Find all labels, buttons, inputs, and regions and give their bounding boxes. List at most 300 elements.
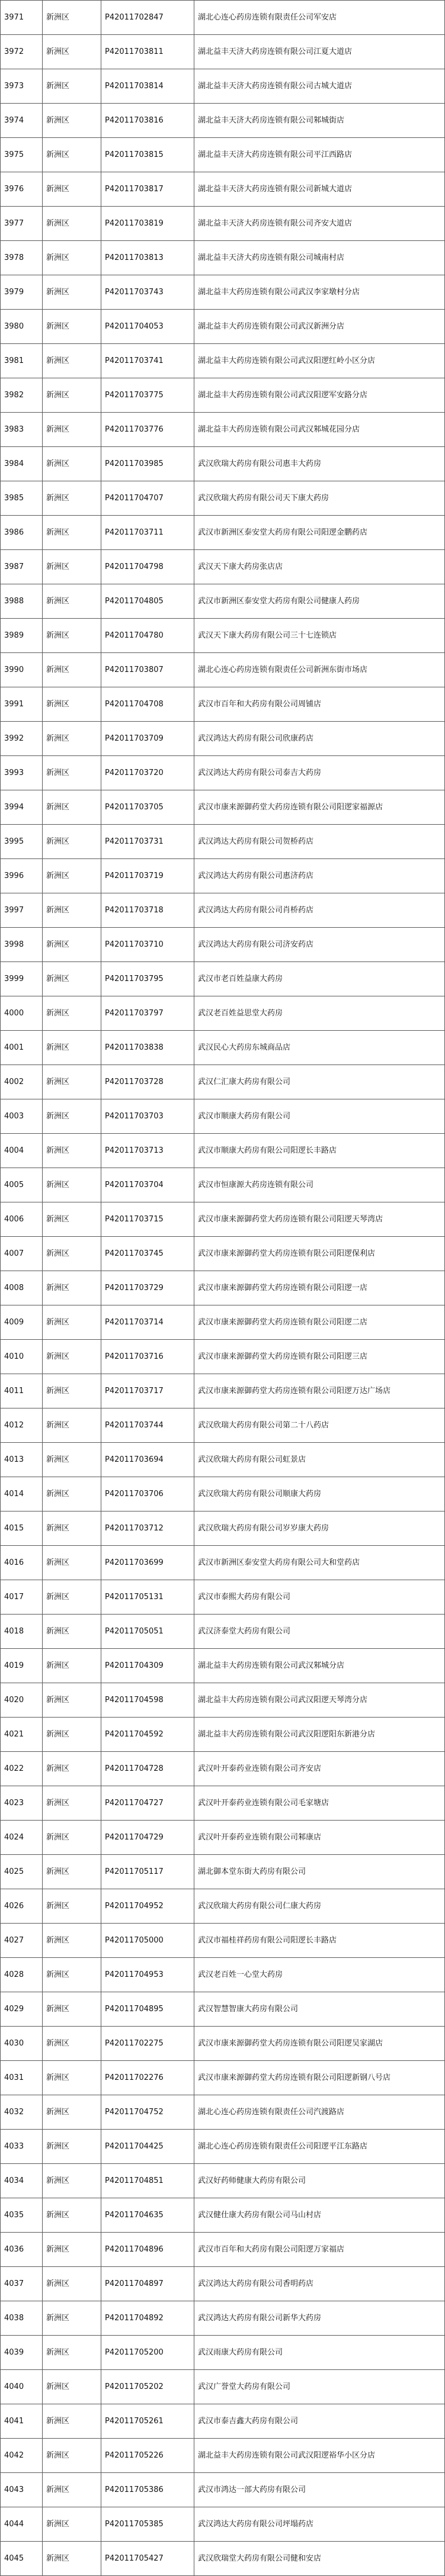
row-number: 3983 xyxy=(1,413,43,447)
row-number: 3986 xyxy=(1,516,43,550)
pharmacy-name-cell: 武汉欣瑞大药房有限公司虹景店 xyxy=(194,1443,445,1477)
row-number: 4005 xyxy=(1,1168,43,1202)
table-row xyxy=(1,2267,445,2301)
row-number: 3981 xyxy=(1,344,43,378)
district-cell: 新洲区 xyxy=(43,1202,101,1237)
license-id-cell: P42011703706 xyxy=(101,1477,194,1511)
district-cell: 新洲区 xyxy=(43,1031,101,1065)
district-cell: 新洲区 xyxy=(43,1821,101,1855)
table-row xyxy=(1,481,445,516)
pharmacy-name-cell: 武汉欣瑞大药房有限公司岁岁康大药房 xyxy=(194,1511,445,1546)
pharmacy-name-cell: 武汉市泰吉鑫大药房有限公司 xyxy=(194,2404,445,2439)
row-number: 4004 xyxy=(1,1134,43,1168)
pharmacy-name-cell: 武汉市新洲区泰安堂大药房有限公司阳逻金鹏药店 xyxy=(194,516,445,550)
pharmacy-name-cell: 武汉欣瑞大药房有限公司顺康大药房 xyxy=(194,1477,445,1511)
pharmacy-name-cell: 武汉鸿达大药房有限公司济安药店 xyxy=(194,928,445,962)
row-number: 4045 xyxy=(1,2542,43,2576)
registry-table-body xyxy=(1,1,445,2576)
row-number: 4017 xyxy=(1,1580,43,1615)
pharmacy-name-cell: 武汉欣瑞大药房有限公司惠丰大药房 xyxy=(194,447,445,481)
row-number: 4020 xyxy=(1,1683,43,1718)
pharmacy-name-cell: 武汉广誉堂大药房有限公司 xyxy=(194,2370,445,2404)
license-id-cell: P42011704635 xyxy=(101,2198,194,2233)
license-id-cell: P42011703776 xyxy=(101,413,194,447)
table-row xyxy=(1,104,445,138)
table-row xyxy=(1,1683,445,1718)
district-cell: 新洲区 xyxy=(43,2370,101,2404)
district-cell: 新洲区 xyxy=(43,996,101,1031)
license-id-cell: P42011703795 xyxy=(101,962,194,996)
district-cell: 新洲区 xyxy=(43,2507,101,2542)
table-row xyxy=(1,893,445,928)
table-row xyxy=(1,1340,445,1374)
district-cell: 新洲区 xyxy=(43,1683,101,1718)
district-cell: 新洲区 xyxy=(43,138,101,172)
license-id-cell: P42011703710 xyxy=(101,928,194,962)
license-id-cell: P42011704708 xyxy=(101,687,194,722)
row-number: 3974 xyxy=(1,104,43,138)
license-id-cell: P42011704805 xyxy=(101,584,194,619)
district-cell: 新洲区 xyxy=(43,1546,101,1580)
row-number: 4014 xyxy=(1,1477,43,1511)
district-cell: 新洲区 xyxy=(43,1752,101,1786)
table-row xyxy=(1,1786,445,1821)
table-row xyxy=(1,2233,445,2267)
district-cell: 新洲区 xyxy=(43,413,101,447)
row-number: 3982 xyxy=(1,378,43,413)
district-cell: 新洲区 xyxy=(43,1580,101,1615)
license-id-cell: P42011703711 xyxy=(101,516,194,550)
pharmacy-name-cell: 武汉市康来源御药堂大药房连锁有限公司阳逻一店 xyxy=(194,1271,445,1305)
table-row xyxy=(1,756,445,790)
row-number: 4010 xyxy=(1,1340,43,1374)
table-row xyxy=(1,1134,445,1168)
table-row xyxy=(1,550,445,584)
pharmacy-name-cell: 湖北益丰天济大药房连锁有限公司齐安大道店 xyxy=(194,207,445,241)
row-number: 4039 xyxy=(1,2336,43,2370)
license-id-cell: P42011704707 xyxy=(101,481,194,516)
row-number: 3992 xyxy=(1,722,43,756)
table-row xyxy=(1,1,445,35)
row-number: 4016 xyxy=(1,1546,43,1580)
pharmacy-name-cell: 武汉民心大药房东城商品店 xyxy=(194,1031,445,1065)
district-cell: 新洲区 xyxy=(43,1099,101,1134)
license-id-cell: P42011703709 xyxy=(101,722,194,756)
district-cell: 新洲区 xyxy=(43,859,101,893)
district-cell: 新洲区 xyxy=(43,1958,101,1992)
row-number: 4029 xyxy=(1,1992,43,2027)
table-row xyxy=(1,138,445,172)
license-id-cell: P42011703703 xyxy=(101,1099,194,1134)
table-row xyxy=(1,790,445,825)
table-row xyxy=(1,1580,445,1615)
district-cell: 新洲区 xyxy=(43,1134,101,1168)
district-cell: 新洲区 xyxy=(43,2061,101,2095)
pharmacy-name-cell: 武汉市顺康大药房有限公司 xyxy=(194,1099,445,1134)
table-row xyxy=(1,1443,445,1477)
row-number: 3978 xyxy=(1,241,43,275)
table-row xyxy=(1,2336,445,2370)
row-number: 4021 xyxy=(1,1718,43,1752)
row-number: 3989 xyxy=(1,619,43,653)
row-number: 4036 xyxy=(1,2233,43,2267)
table-row xyxy=(1,859,445,893)
license-id-cell: P42011703797 xyxy=(101,996,194,1031)
table-row xyxy=(1,2507,445,2542)
district-cell: 新洲区 xyxy=(43,104,101,138)
license-id-cell: P42011705226 xyxy=(101,2439,194,2473)
table-row xyxy=(1,2370,445,2404)
table-row xyxy=(1,275,445,310)
pharmacy-name-cell: 武汉市顺康大药房有限公司阳逻长丰路店 xyxy=(194,1134,445,1168)
row-number: 4031 xyxy=(1,2061,43,2095)
table-row xyxy=(1,2061,445,2095)
row-number: 4013 xyxy=(1,1443,43,1477)
table-row xyxy=(1,722,445,756)
pharmacy-name-cell: 武汉市百年和大药房有限公司阳逻万家福店 xyxy=(194,2233,445,2267)
district-cell: 新洲区 xyxy=(43,619,101,653)
license-id-cell: P42011703813 xyxy=(101,241,194,275)
table-row xyxy=(1,1511,445,1546)
district-cell: 新洲区 xyxy=(43,2198,101,2233)
license-id-cell: P42011705000 xyxy=(101,1924,194,1958)
table-row xyxy=(1,1958,445,1992)
row-number: 3976 xyxy=(1,172,43,207)
row-number: 3975 xyxy=(1,138,43,172)
table-row xyxy=(1,2473,445,2507)
row-number: 4019 xyxy=(1,1649,43,1683)
district-cell: 新洲区 xyxy=(43,344,101,378)
table-row xyxy=(1,996,445,1031)
license-id-cell: P42011704892 xyxy=(101,2301,194,2336)
table-row xyxy=(1,1821,445,1855)
pharmacy-name-cell: 武汉鸿达大药房有限公司欣康药店 xyxy=(194,722,445,756)
table-row xyxy=(1,2027,445,2061)
pharmacy-name-cell: 武汉市恒康源大药房连锁有限公司 xyxy=(194,1168,445,1202)
district-cell: 新洲区 xyxy=(43,2164,101,2198)
pharmacy-name-cell: 武汉天下康大药房张店店 xyxy=(194,550,445,584)
row-number: 4012 xyxy=(1,1408,43,1443)
license-id-cell: P42011703718 xyxy=(101,893,194,928)
row-number: 4001 xyxy=(1,1031,43,1065)
district-cell: 新洲区 xyxy=(43,1168,101,1202)
table-row xyxy=(1,207,445,241)
pharmacy-name-cell: 湖北御本堂东街大药房有限公司 xyxy=(194,1855,445,1889)
pharmacy-name-cell: 武汉鸿达大药房有限公司泰吉大药房 xyxy=(194,756,445,790)
pharmacy-name-cell: 武汉欣瑞大药房有限公司天下康大药房 xyxy=(194,481,445,516)
license-id-cell: P42011703838 xyxy=(101,1031,194,1065)
district-cell: 新洲区 xyxy=(43,378,101,413)
pharmacy-name-cell: 湖北益丰大药房连锁有限公司武汉邾城分店 xyxy=(194,1649,445,1683)
row-number: 3993 xyxy=(1,756,43,790)
table-row xyxy=(1,447,445,481)
pharmacy-name-cell: 武汉欣瑞大药房有限公司仁康大药房 xyxy=(194,1889,445,1924)
row-number: 3987 xyxy=(1,550,43,584)
district-cell: 新洲区 xyxy=(43,275,101,310)
row-number: 4040 xyxy=(1,2370,43,2404)
license-id-cell: P42011705386 xyxy=(101,2473,194,2507)
license-id-cell: P42011703713 xyxy=(101,1134,194,1168)
license-id-cell: P42011703741 xyxy=(101,344,194,378)
row-number: 4035 xyxy=(1,2198,43,2233)
license-id-cell: P42011703744 xyxy=(101,1408,194,1443)
row-number: 3996 xyxy=(1,859,43,893)
pharmacy-name-cell: 湖北益丰大药房连锁有限公司武汉阳逻裕华小区分店 xyxy=(194,2439,445,2473)
license-id-cell: P42011704798 xyxy=(101,550,194,584)
pharmacy-name-cell: 湖北益丰大药房连锁有限公司武汉阳逻天琴湾分店 xyxy=(194,1683,445,1718)
table-row xyxy=(1,344,445,378)
table-row xyxy=(1,1615,445,1649)
pharmacy-name-cell: 湖北益丰大药房连锁有限公司武汉李家墩村分店 xyxy=(194,275,445,310)
license-id-cell: P42011703745 xyxy=(101,1237,194,1271)
license-id-cell: P42011703811 xyxy=(101,35,194,69)
row-number: 4030 xyxy=(1,2027,43,2061)
license-id-cell: P42011705051 xyxy=(101,1615,194,1649)
table-row xyxy=(1,1649,445,1683)
row-number: 4034 xyxy=(1,2164,43,2198)
district-cell: 新洲区 xyxy=(43,722,101,756)
row-number: 4044 xyxy=(1,2507,43,2542)
license-id-cell: P42011704780 xyxy=(101,619,194,653)
pharmacy-name-cell: 武汉市泰熙大药房有限公司 xyxy=(194,1580,445,1615)
pharmacy-name-cell: 武汉鸿达大药房有限公司贺桥药店 xyxy=(194,825,445,859)
district-cell: 新洲区 xyxy=(43,1408,101,1443)
pharmacy-name-cell: 武汉市康来源御药堂大药房连锁有限公司阳逻二店 xyxy=(194,1305,445,1340)
license-id-cell: P42011704592 xyxy=(101,1718,194,1752)
table-row xyxy=(1,1202,445,1237)
table-row xyxy=(1,2439,445,2473)
pharmacy-name-cell: 武汉市老百姓益康大药房 xyxy=(194,962,445,996)
table-row xyxy=(1,1752,445,1786)
license-id-cell: P42011704728 xyxy=(101,1752,194,1786)
row-number: 4032 xyxy=(1,2095,43,2130)
row-number: 4009 xyxy=(1,1305,43,1340)
table-row xyxy=(1,687,445,722)
row-number: 3990 xyxy=(1,653,43,687)
district-cell: 新洲区 xyxy=(43,1992,101,2027)
table-row xyxy=(1,2198,445,2233)
table-row xyxy=(1,928,445,962)
district-cell: 新洲区 xyxy=(43,1855,101,1889)
district-cell: 新洲区 xyxy=(43,2027,101,2061)
license-id-cell: P42011704952 xyxy=(101,1889,194,1924)
license-id-cell: P42011705131 xyxy=(101,1580,194,1615)
license-id-cell: P42011703816 xyxy=(101,104,194,138)
license-id-cell: P42011703815 xyxy=(101,138,194,172)
table-row xyxy=(1,1924,445,1958)
table-row xyxy=(1,1408,445,1443)
district-cell: 新洲区 xyxy=(43,2542,101,2576)
pharmacy-name-cell: 武汉欣瑞大药房有限公司第二十八药店 xyxy=(194,1408,445,1443)
row-number: 3979 xyxy=(1,275,43,310)
pharmacy-name-cell: 武汉叶开泰药业连锁有限公司邾康店 xyxy=(194,1821,445,1855)
pharmacy-name-cell: 湖北益丰大药房连锁有限公司武汉阳逻军安路分店 xyxy=(194,378,445,413)
pharmacy-name-cell: 武汉市鸿达一部大药房有限公司 xyxy=(194,2473,445,2507)
district-cell: 新洲区 xyxy=(43,653,101,687)
district-cell: 新洲区 xyxy=(43,1924,101,1958)
pharmacy-name-cell: 武汉雨康大药房有限公司 xyxy=(194,2336,445,2370)
pharmacy-name-cell: 湖北益丰天济大药房连锁有限公司江夏大道店 xyxy=(194,35,445,69)
pharmacy-name-cell: 武汉市新洲区泰安堂大药房有限公司健康人药房 xyxy=(194,584,445,619)
row-number: 3997 xyxy=(1,893,43,928)
license-id-cell: P42011704897 xyxy=(101,2267,194,2301)
district-cell: 新洲区 xyxy=(43,1271,101,1305)
district-cell: 新洲区 xyxy=(43,69,101,104)
table-row xyxy=(1,69,445,104)
pharmacy-name-cell: 武汉鸿达大药房有限公司香明药店 xyxy=(194,2267,445,2301)
district-cell: 新洲区 xyxy=(43,35,101,69)
district-cell: 新洲区 xyxy=(43,893,101,928)
license-id-cell: P42011702276 xyxy=(101,2061,194,2095)
district-cell: 新洲区 xyxy=(43,1305,101,1340)
pharmacy-name-cell: 湖北益丰大药房连锁有限公司武汉邾城花园分店 xyxy=(194,413,445,447)
district-cell: 新洲区 xyxy=(43,756,101,790)
pharmacy-name-cell: 武汉市康来源御药堂大药房连锁有限公司阳逻吴家湖店 xyxy=(194,2027,445,2061)
district-cell: 新洲区 xyxy=(43,1340,101,1374)
pharmacy-name-cell: 武汉市康来源御药堂大药房连锁有限公司阳逻万达广场店 xyxy=(194,1374,445,1408)
license-id-cell: P42011704851 xyxy=(101,2164,194,2198)
table-row xyxy=(1,584,445,619)
district-cell: 新洲区 xyxy=(43,1511,101,1546)
table-row xyxy=(1,1065,445,1099)
district-cell: 新洲区 xyxy=(43,1237,101,1271)
district-cell: 新洲区 xyxy=(43,1374,101,1408)
license-id-cell: P42011704953 xyxy=(101,1958,194,1992)
pharmacy-name-cell: 湖北益丰大药房连锁有限公司武汉新洲分店 xyxy=(194,310,445,344)
license-id-cell: P42011703729 xyxy=(101,1271,194,1305)
district-cell: 新洲区 xyxy=(43,447,101,481)
table-row xyxy=(1,1855,445,1889)
pharmacy-name-cell: 武汉市新洲区泰安堂大药房有限公司大和堂药店 xyxy=(194,1546,445,1580)
license-id-cell: P42011704895 xyxy=(101,1992,194,2027)
district-cell: 新洲区 xyxy=(43,1718,101,1752)
table-row xyxy=(1,1889,445,1924)
district-cell: 新洲区 xyxy=(43,584,101,619)
license-id-cell: P42011703694 xyxy=(101,1443,194,1477)
license-id-cell: P42011703807 xyxy=(101,653,194,687)
table-row xyxy=(1,1305,445,1340)
row-number: 4003 xyxy=(1,1099,43,1134)
license-id-cell: P42011704053 xyxy=(101,310,194,344)
license-id-cell: P42011703814 xyxy=(101,69,194,104)
table-row xyxy=(1,1271,445,1305)
row-number: 4028 xyxy=(1,1958,43,1992)
license-id-cell: P42011703699 xyxy=(101,1546,194,1580)
license-id-cell: P42011704752 xyxy=(101,2095,194,2130)
license-id-cell: P42011703705 xyxy=(101,790,194,825)
district-cell: 新洲区 xyxy=(43,1443,101,1477)
license-id-cell: P42011703719 xyxy=(101,859,194,893)
license-id-cell: P42011702275 xyxy=(101,2027,194,2061)
row-number: 3988 xyxy=(1,584,43,619)
pharmacy-name-cell: 武汉济泰堂大药房有限公司 xyxy=(194,1615,445,1649)
district-cell: 新洲区 xyxy=(43,1649,101,1683)
row-number: 4006 xyxy=(1,1202,43,1237)
district-cell: 新洲区 xyxy=(43,2233,101,2267)
row-number: 3971 xyxy=(1,1,43,35)
row-number: 4026 xyxy=(1,1889,43,1924)
district-cell: 新洲区 xyxy=(43,687,101,722)
district-cell: 新洲区 xyxy=(43,2404,101,2439)
district-cell: 新洲区 xyxy=(43,2267,101,2301)
row-number: 4023 xyxy=(1,1786,43,1821)
pharmacy-name-cell: 武汉鸿达大药房有限公司坪塌药店 xyxy=(194,2507,445,2542)
row-number: 4042 xyxy=(1,2439,43,2473)
pharmacy-name-cell: 湖北益丰天济大药房连锁有限公司城南村店 xyxy=(194,241,445,275)
pharmacy-name-cell: 武汉市康来源御药堂大药房连锁有限公司阳逻三店 xyxy=(194,1340,445,1374)
district-cell: 新洲区 xyxy=(43,790,101,825)
table-row xyxy=(1,619,445,653)
district-cell: 新洲区 xyxy=(43,516,101,550)
table-row xyxy=(1,241,445,275)
pharmacy-name-cell: 武汉健仕康大药房有限公司马山村店 xyxy=(194,2198,445,2233)
license-id-cell: P42011704729 xyxy=(101,1821,194,1855)
license-id-cell: P42011705261 xyxy=(101,2404,194,2439)
license-id-cell: P42011703716 xyxy=(101,1340,194,1374)
district-cell: 新洲区 xyxy=(43,1615,101,1649)
table-row xyxy=(1,1168,445,1202)
table-row xyxy=(1,1237,445,1271)
table-row xyxy=(1,2164,445,2198)
license-id-cell: P42011703817 xyxy=(101,172,194,207)
row-number: 4000 xyxy=(1,996,43,1031)
license-id-cell: P42011703717 xyxy=(101,1374,194,1408)
pharmacy-name-cell: 武汉市康来源御药堂大药房连锁有限公司阳逻天琴湾店 xyxy=(194,1202,445,1237)
license-id-cell: P42011704309 xyxy=(101,1649,194,1683)
license-id-cell: P42011705385 xyxy=(101,2507,194,2542)
district-cell: 新洲区 xyxy=(43,2439,101,2473)
district-cell: 新洲区 xyxy=(43,2095,101,2130)
pharmacy-name-cell: 武汉欣瑞堂大药房有限公司健和安店 xyxy=(194,2542,445,2576)
table-row xyxy=(1,1031,445,1065)
pharmacy-name-cell: 武汉叶开泰药业连锁有限公司毛家塘店 xyxy=(194,1786,445,1821)
row-number: 4024 xyxy=(1,1821,43,1855)
row-number: 4018 xyxy=(1,1615,43,1649)
table-row xyxy=(1,962,445,996)
license-id-cell: P42011705117 xyxy=(101,1855,194,1889)
license-id-cell: P42011703712 xyxy=(101,1511,194,1546)
district-cell: 新洲区 xyxy=(43,1889,101,1924)
pharmacy-name-cell: 武汉鸿达大药房有限公司肖桥药店 xyxy=(194,893,445,928)
table-row xyxy=(1,825,445,859)
pharmacy-name-cell: 湖北心连心药房连锁有限责任公司阳逻平江东路店 xyxy=(194,2130,445,2164)
table-row xyxy=(1,1099,445,1134)
pharmacy-name-cell: 武汉智慧智康大药房有限公司 xyxy=(194,1992,445,2027)
district-cell: 新洲区 xyxy=(43,1786,101,1821)
table-row xyxy=(1,2130,445,2164)
district-cell: 新洲区 xyxy=(43,1065,101,1099)
pharmacy-name-cell: 湖北益丰天济大药房连锁有限公司平江西路店 xyxy=(194,138,445,172)
pharmacy-name-cell: 湖北益丰天济大药房连锁有限公司古城大道店 xyxy=(194,69,445,104)
license-id-cell: P42011704727 xyxy=(101,1786,194,1821)
district-cell: 新洲区 xyxy=(43,1477,101,1511)
table-row xyxy=(1,172,445,207)
row-number: 4002 xyxy=(1,1065,43,1099)
district-cell: 新洲区 xyxy=(43,825,101,859)
pharmacy-name-cell: 湖北心连心药房连锁有限责任公司军安店 xyxy=(194,1,445,35)
row-number: 4008 xyxy=(1,1271,43,1305)
district-cell: 新洲区 xyxy=(43,928,101,962)
district-cell: 新洲区 xyxy=(43,241,101,275)
pharmacy-name-cell: 武汉市福桂祥药房有限公司阳逻长丰路店 xyxy=(194,1924,445,1958)
pharmacy-name-cell: 湖北心连心药房连锁有限责任公司汽渡路店 xyxy=(194,2095,445,2130)
table-row xyxy=(1,1477,445,1511)
license-id-cell: P42011702847 xyxy=(101,1,194,35)
pharmacy-name-cell: 湖北心连心药房连锁有限责任公司新洲东街市场店 xyxy=(194,653,445,687)
district-cell: 新洲区 xyxy=(43,207,101,241)
district-cell: 新洲区 xyxy=(43,310,101,344)
row-number: 3973 xyxy=(1,69,43,104)
